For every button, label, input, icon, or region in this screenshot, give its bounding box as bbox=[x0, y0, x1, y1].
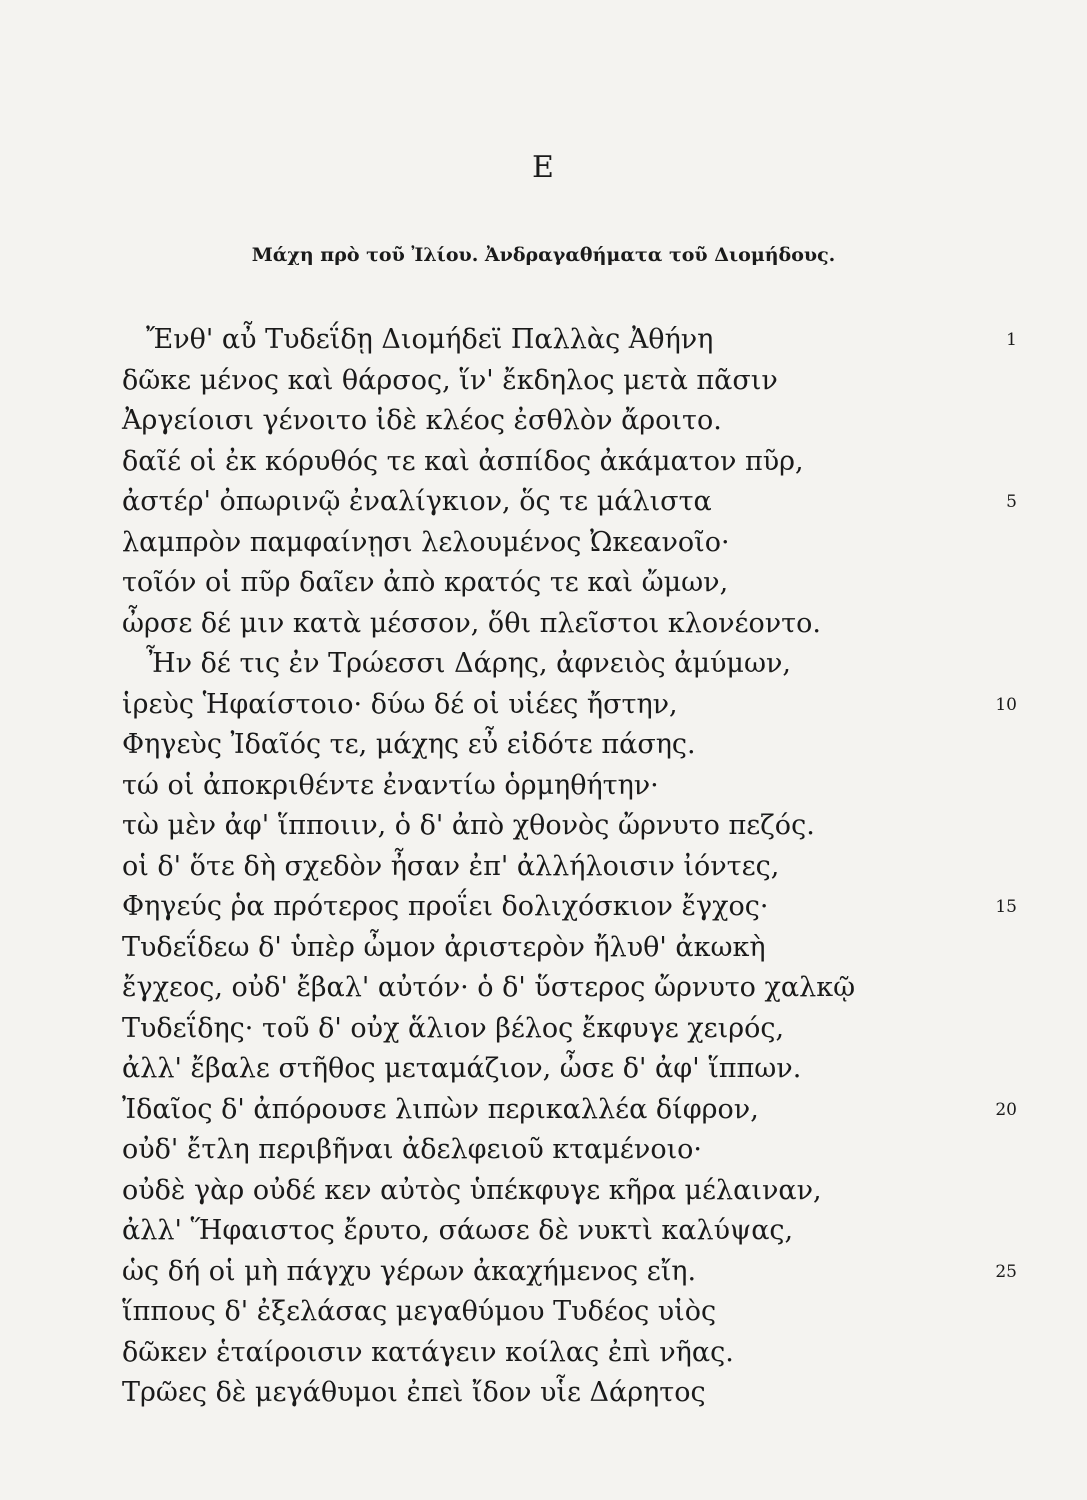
verse-text: ἀστέρ' ὀπωρινῷ ἐναλίγκιον, ὅς τε μάλιστα bbox=[122, 486, 712, 517]
verse-text: λαμπρὸν παμφαίνῃσι λελουμένος Ὠκεανοῖο· bbox=[122, 526, 730, 558]
verse-text: τὼ μὲν ἀφ' ἵπποιιν, ὁ δ' ἀπὸ χθονὸς ὤρνυτο πεζός. bbox=[122, 810, 815, 841]
verse-text: ἀλλ' Ἥφαιστος ἔρυτο, σάωσε δὲ νυκτὶ καλύψας, bbox=[122, 1215, 794, 1246]
verse-line bbox=[122, 928, 1022, 969]
verse-text: Ἀργείοισι γένοιτο ἰδὲ κλέος ἐσθλὸν ἄροιτο. bbox=[122, 405, 722, 436]
verse-line bbox=[122, 1130, 1022, 1171]
line-number: 5 bbox=[1006, 492, 1017, 512]
line-number: 1 bbox=[1006, 330, 1017, 350]
verse-line bbox=[122, 442, 1022, 483]
verse-line bbox=[122, 1211, 1022, 1252]
verse-text: Ἦν δέ τις ἐν Τρώεσσι Δάρης, ἀφνειὸς ἀμύμων, bbox=[146, 648, 791, 679]
verse-line bbox=[122, 1252, 1022, 1293]
verse-text: δῶκε μένος καὶ θάρσος, ἵν' ἔκδηλος μετὰ πᾶσιν bbox=[122, 364, 778, 396]
verse-text: Φηγεὺς Ἰδαῖός τε, μάχης εὖ εἰδότε πάσης. bbox=[122, 729, 696, 760]
verse-text: Τυδεΐδης· τοῦ δ' οὐχ ἅλιον βέλος ἔκφυγε χειρός, bbox=[122, 1012, 785, 1044]
verse-line bbox=[122, 1049, 1022, 1090]
verse-text: ἔγχεος, οὐδ' ἔβαλ' αὐτόν· ὁ δ' ὕστερος ὤρνυτο χαλκῷ bbox=[122, 972, 856, 1003]
verse-line bbox=[122, 563, 1022, 604]
verse-line bbox=[122, 685, 1022, 726]
verse-text: ἀλλ' ἔβαλε στῆθος μεταμάζιον, ὦσε δ' ἀφ' ἵππων. bbox=[122, 1053, 802, 1084]
book-letter-heading: Ε bbox=[532, 150, 555, 185]
verse-text: Τυδεΐδεω δ' ὑπὲρ ὦμον ἀριστερὸν ἤλυθ' ἀκωκὴ bbox=[122, 931, 766, 963]
verse-text: ἱρεὺς Ἡφαίστοιο· δύω δέ οἱ υἱέες ἤστην, bbox=[122, 688, 678, 720]
verse-text: οἱ δ' ὅτε δὴ σχεδὸν ἦσαν ἐπ' ἀλλήλοισιν ἰόντες, bbox=[122, 850, 780, 882]
verse-text: ἵππους δ' ἐξελάσας μεγαθύμου Τυδέος υἱὸς bbox=[122, 1296, 717, 1327]
verse-text: Ἰδαῖος δ' ἀπόρουσε λιπὼν περικαλλέα δίφρον, bbox=[122, 1093, 759, 1125]
verse-text: Ἔνθ' αὖ Τυδεΐδῃ Διομήδεϊ Παλλὰς Ἀθήνη bbox=[146, 324, 714, 355]
line-number: 20 bbox=[995, 1099, 1017, 1120]
line-number: 15 bbox=[995, 897, 1017, 917]
verse-line bbox=[122, 644, 1022, 685]
verse-line bbox=[122, 968, 1022, 1009]
verse-line bbox=[122, 1373, 1022, 1414]
verse-line bbox=[122, 482, 1022, 523]
verse-line bbox=[122, 1333, 1022, 1374]
verse-line bbox=[122, 887, 1022, 928]
verse-line bbox=[122, 1292, 1022, 1333]
verse-text: τοῖόν οἱ πῦρ δαῖεν ἀπὸ κρατός τε καὶ ὤμων, bbox=[122, 567, 729, 598]
verse-text: τώ οἱ ἀποκριθέντε ἐναντίω ὁρμηθήτην· bbox=[122, 769, 659, 801]
verse-line bbox=[122, 523, 1022, 564]
poem-text bbox=[122, 320, 1022, 1414]
verse-text: δαῖέ οἱ ἐκ κόρυθός τε καὶ ἀσπίδος ἀκάματον πῦρ, bbox=[122, 445, 804, 477]
verse-line bbox=[122, 1171, 1022, 1212]
verse-line bbox=[122, 725, 1022, 766]
line-number: 10 bbox=[995, 694, 1017, 715]
verse-line bbox=[122, 320, 1022, 361]
verse-line bbox=[122, 806, 1022, 847]
verse-line bbox=[122, 1009, 1022, 1050]
verse-text: Τρῶες δὲ μεγάθυμοι ἐπεὶ ἴδον υἷε Δάρητος bbox=[122, 1377, 706, 1408]
verse-line bbox=[122, 1090, 1022, 1131]
verse-line bbox=[122, 766, 1022, 807]
verse-line bbox=[122, 361, 1022, 402]
verse-line bbox=[122, 604, 1022, 645]
verse-text: Φηγεύς ῥα πρότερος προΐει δολιχόσκιον ἔγχος· bbox=[122, 891, 769, 922]
verse-text: δῶκεν ἑταίροισιν κατάγειν κοίλας ἐπὶ νῆας. bbox=[122, 1336, 734, 1368]
verse-line bbox=[122, 847, 1022, 888]
verse-text: οὐδ' ἔτλη περιβῆναι ἀδελφειοῦ κταμένοιο· bbox=[122, 1134, 703, 1165]
verse-line bbox=[122, 401, 1022, 442]
verse-text: οὐδὲ γὰρ οὐδέ κεν αὐτὸς ὑπέκφυγε κῆρα μέλαιναν, bbox=[122, 1174, 822, 1206]
book-subtitle: Μάχη πρὸ τοῦ Ἰλίου. Ἀνδραγαθήματα τοῦ Διομήδους. bbox=[251, 244, 836, 266]
verse-text: ὦρσε δέ μιν κατὰ μέσσον, ὅθι πλεῖστοι κλονέοντο. bbox=[122, 607, 821, 639]
line-number: 25 bbox=[995, 1261, 1017, 1282]
verse-text: ὡς δή οἱ μὴ πάγχυ γέρων ἀκαχήμενος εἴη. bbox=[122, 1255, 697, 1287]
